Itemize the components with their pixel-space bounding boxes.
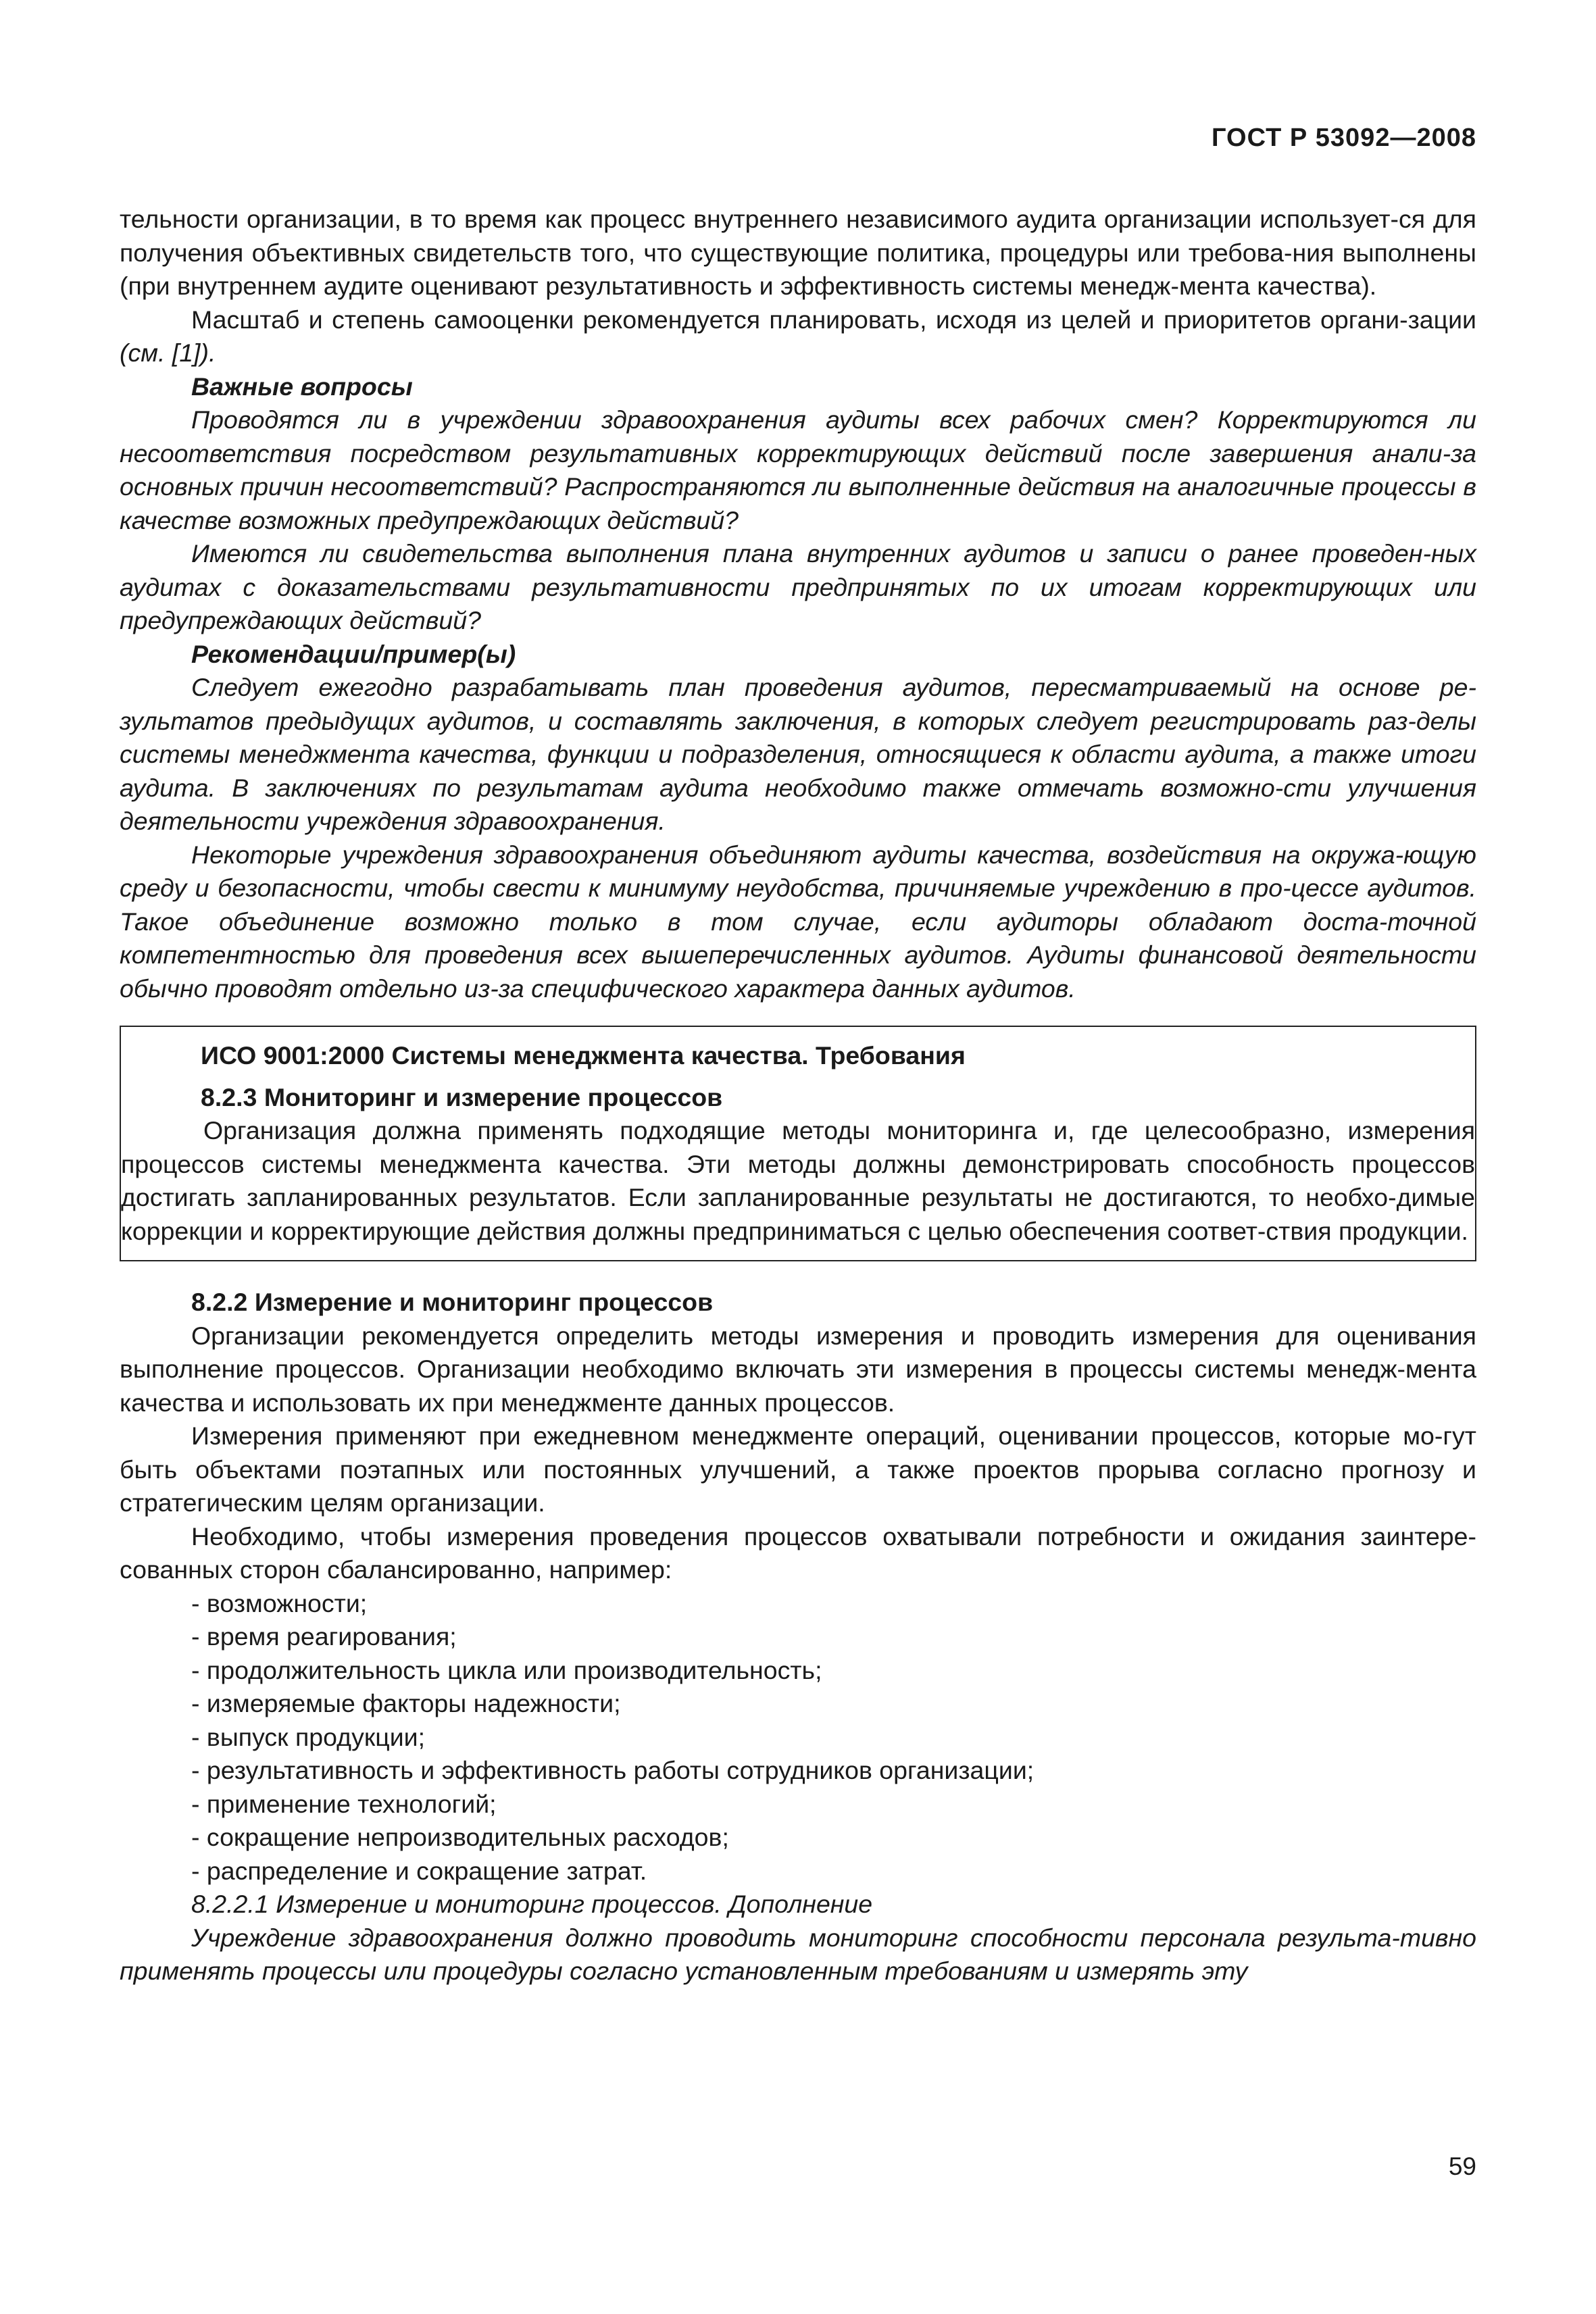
list-item: - возможности; <box>191 1588 368 1617</box>
section-paragraph-2: Измерения применяют при ежедневном менеджменте операций, оценивании процессов, которые мо-гут быть объектами поэтапных или постоянных улучшений, а также проектов прорыва согласно прогнозу и стратегическим целям организации. <box>120 1422 1476 1517</box>
subsection-heading-8-2-2-1: 8.2.2.1 Измерение и мониторинг процессов. Дополнение <box>191 1890 873 1918</box>
section-paragraph-3: Необходимо, чтобы измерения проведения процессов охватывали потребности и ожидания заинтере-сованных сторон сбалансированно, например: <box>120 1521 1476 1584</box>
document-id: ГОСТ Р 53092—2008 <box>1212 124 1476 152</box>
list-item: - измеряемые факторы надежности; <box>191 1689 621 1717</box>
iso-box-text: Организация должна применять подходящие методы мониторинга и, где целесообразно, измерения процессов системы менеджмента качества. Эти методы должны демонстрировать способность процессов достигать запланированных результатов. Если запланированные результаты не достигаются, то необхо-димые коррекции и корректирующие действия должны предприниматься с целью обеспечения соответ-ствия продукции. <box>121 1116 1475 1245</box>
recommendation-1: Следует ежегодно разрабатывать план проведения аудитов, пересматриваемый на основе ре-зультатов предыдущих аудитов, и составлять заключения, в которых следует регистрировать раз-делы системы менеджмента качества, функции и подразделения, относящиеся к области аудита, а также итоги аудита. В заключениях по результатам аудита необходимо также отмечать возможно-сти улучшения деятельности учреждения здравоохранения. <box>120 673 1476 835</box>
section-paragraph-1: Организации рекомендуется определить методы измерения и проводить измерения для оценивания выполнение процессов. Организации необходимо включать эти измерения в процессы системы менедж-мента качества и использовать их при менеджменте данных процессов. <box>120 1321 1476 1417</box>
important-question-1: Проводятся ли в учреждении здравоохранения аудиты всех рабочих смен? Корректируются ли несоответствия посредством результативных корректирующих действий после завершения анали-за основных причин несоответствий? Распространяются ли выполненные действия на аналогичные процессы в качестве возможных предупреждающих действий? <box>120 405 1476 534</box>
subsection-paragraph-1: Учреждение здравоохранения должно проводить мониторинг способности персонала результа-тивно применять процессы или процедуры согласно установленным требованиям и измерять эту <box>120 1923 1476 1985</box>
list-item: - распределение и сокращение затрат. <box>191 1856 647 1885</box>
list-item: - применение технологий; <box>191 1789 497 1818</box>
section-heading-8-2-2: 8.2.2 Измерение и мониторинг процессов <box>191 1288 714 1316</box>
reference-link: (см. [1]). <box>120 338 216 367</box>
measurement-list <box>120 1587 1476 1888</box>
iso-requirement-box <box>120 1026 1476 1261</box>
list-item: - сокращение непроизводительных расходов; <box>191 1823 729 1851</box>
page-number: 59 <box>1448 2153 1476 2180</box>
list-item: - время реагирования; <box>191 1622 457 1651</box>
paragraph-self-assessment-text: Масштаб и степень самооценки рекомендуется планировать, исходя из целей и приоритетов органи-зации <box>191 305 1476 334</box>
paragraph-self-assessment <box>120 303 1476 370</box>
list-item: - выпуск продукции; <box>191 1722 426 1751</box>
paragraph-audit-continuation: тельности организации, в то время как процесс внутреннего независимого аудита организации использует-ся для получения объективных свидетельств того, что существующие политика, процедуры или требова-ния выполнены (при внутреннем аудите оценивают результативность и эффективность системы менедж-мента качества). <box>120 205 1476 300</box>
important-questions-heading: Важные вопросы <box>191 372 413 401</box>
recommendations-heading: Рекомендации/пример(ы) <box>191 639 516 668</box>
page-content <box>120 203 1476 1988</box>
iso-box-subheading: 8.2.3 Мониторинг и измерение процессов <box>201 1082 723 1111</box>
document-page <box>120 0 1476 2314</box>
iso-box-title: ИСО 9001:2000 Системы менеджмента качества. Требования <box>201 1041 966 1070</box>
recommendation-2: Некоторые учреждения здравоохранения объединяют аудиты качества, воздействия на окружа-ющую среду и безопасности, чтобы свести к минимуму неудобства, причиняемые учреждению в про-цессе аудитов. Такое объединение возможно только в том случае, если аудиторы обладают доста-точной компетентностью для проведения всех вышеперечисленных аудитов. Аудиты финансовой деятельности обычно проводят отдельно из-за специфического характера данных аудитов. <box>120 840 1476 1003</box>
list-item: - продолжительность цикла или производительность; <box>191 1655 822 1684</box>
important-question-2: Имеются ли свидетельства выполнения плана внутренних аудитов и записи о ранее проведен-ных аудитах с доказательствами результативности предпринятых по их итогам корректирующих или предупреждающих действий? <box>120 539 1476 634</box>
list-item: - результативность и эффективность работы сотрудников организации; <box>191 1756 1034 1784</box>
